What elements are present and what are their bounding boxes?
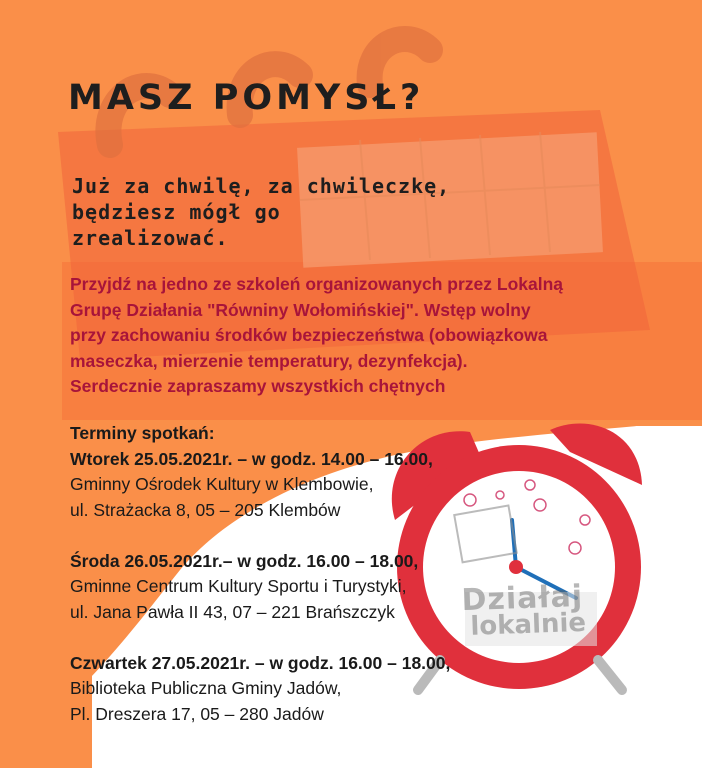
invitation-line: Grupę Działania "Równiny Wołomińskiej". Wstęp wolny (70, 299, 531, 320)
meeting-venue: Gminny Ośrodek Kultury w Klembowie, (70, 474, 374, 494)
meeting-date: Czwartek 27.05.2021r. – w godz. 16.00 – 18.00, (70, 652, 451, 673)
subtitle (72, 173, 450, 251)
invitation-text (70, 272, 563, 400)
meeting-item (70, 651, 450, 728)
invitation-line: maseczka, mierzenie temperatury, dezynfekcja). (70, 350, 468, 371)
subtitle-line: Już za chwilę, za chwileczkę, (72, 174, 451, 198)
logo-text-bottom: lokalnie (469, 607, 587, 642)
schedule-label: Terminy spotkań: (70, 423, 215, 443)
meeting-venue: Biblioteka Publiczna Gminy Jadów, (70, 678, 342, 698)
dzialaj-lokalnie-logo (460, 578, 587, 642)
subtitle-line: zrealizować. (72, 226, 229, 250)
subtitle-line: będziesz mógł go (72, 200, 281, 224)
logo-text-top: Działaj (460, 578, 584, 619)
invitation-line: Serdecznie zapraszamy wszystkich chętnych (70, 376, 446, 396)
invitation-line: przy zachowaniu środków bezpieczeństwa (obowiązkowa (70, 325, 548, 345)
meeting-address: Pl. Dreszera 17, 05 – 280 Jadów (70, 703, 324, 724)
schedule (70, 421, 450, 727)
invitation-line: Przyjdź na jedno ze szkoleń organizowanych przez Lokalną (70, 274, 564, 294)
meeting-date: Wtorek 25.05.2021r. – w godz. 14.00 – 16.00, (70, 448, 433, 469)
meeting-item (70, 549, 450, 626)
meeting-date: Środa 26.05.2021r.– w godz. 16.00 – 18.00, (70, 550, 419, 571)
meeting-item (70, 447, 450, 524)
meeting-address: ul. Strażacka 8, 05 – 205 Klembów (70, 499, 341, 520)
headline: MASZ POMYSŁ? (68, 78, 425, 118)
meeting-address: ul. Jana Pawła II 43, 07 – 221 Brańszczyk (70, 601, 395, 622)
meeting-venue: Gminne Centrum Kultury Sportu i Turystyki, (70, 576, 407, 596)
